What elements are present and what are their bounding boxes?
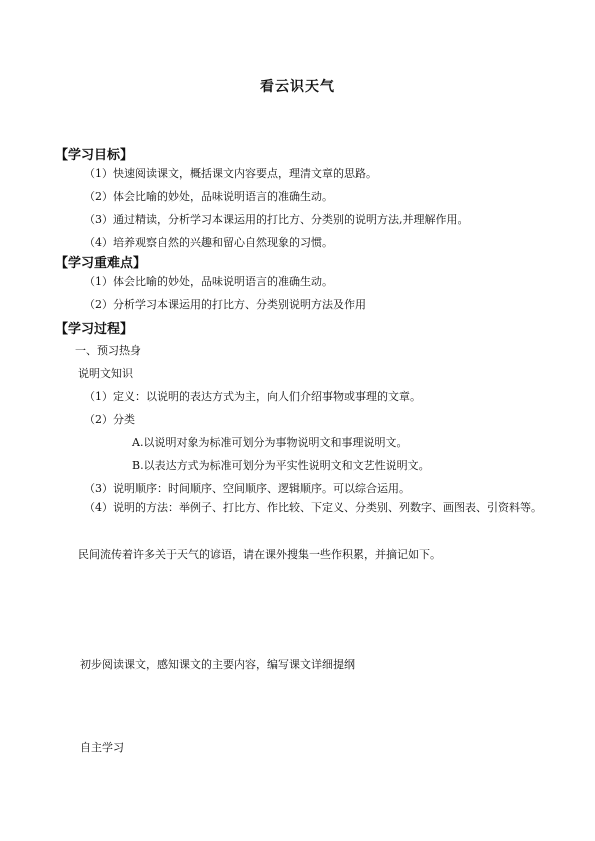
outline-task: 初步阅读课文，感知课文的主要内容，编写课文详细提纲 xyxy=(80,658,355,671)
page-title: 看云识天气 xyxy=(260,79,335,95)
goal-item: （1）快速阅读课文，概括课文内容要点，理清文章的思路。 xyxy=(84,167,377,180)
classification-label: （2）分类 xyxy=(84,413,135,426)
section-heading-key-points: 【学习重难点】 xyxy=(55,256,147,271)
self-study-heading: 自主学习 xyxy=(80,741,124,754)
section-heading-process: 【学习过程】 xyxy=(55,322,134,337)
proverb-task: 民间流传着许多关于天气的谚语，请在课外搜集一些作积累，并摘记如下。 xyxy=(78,548,441,561)
key-point-item: （1）体会比喻的妙处，品味说明语言的准确生动。 xyxy=(84,275,333,288)
knowledge-title: 说明文知识 xyxy=(78,367,133,380)
part-heading-preview: 一、预习热身 xyxy=(75,344,141,357)
methods-text: （4）说明的方法：举例子、打比方、作比较、下定义、分类别、列数字、画图表、引资料等。 xyxy=(84,501,542,514)
key-point-item: （2）分析学习本课运用的打比方、分类别说明方法及作用 xyxy=(84,298,366,311)
goal-item: （3）通过精读，分析学习本课运用的打比方、分类别的说明方法,并理解作用。 xyxy=(84,213,469,226)
section-heading-goals: 【学习目标】 xyxy=(55,148,134,163)
classification-a: A.以说明对象为标准可划分为事物说明文和事理说明文。 xyxy=(132,436,408,449)
goal-item: （4）培养观察自然的兴趣和留心自然现象的习惯。 xyxy=(84,236,333,249)
classification-b: B.以表达方式为标准可划分为平实性说明文和文艺性说明文。 xyxy=(132,459,430,472)
order-text: （3）说明顺序：时间顺序、空间顺序、逻辑顺序。可以综合运用。 xyxy=(84,482,410,495)
goal-item: （2）体会比喻的妙处，品味说明语言的准确生动。 xyxy=(84,190,333,203)
definition-text: （1）定义：以说明的表达方式为主，向人们介绍事物或事理的文章。 xyxy=(84,390,421,403)
